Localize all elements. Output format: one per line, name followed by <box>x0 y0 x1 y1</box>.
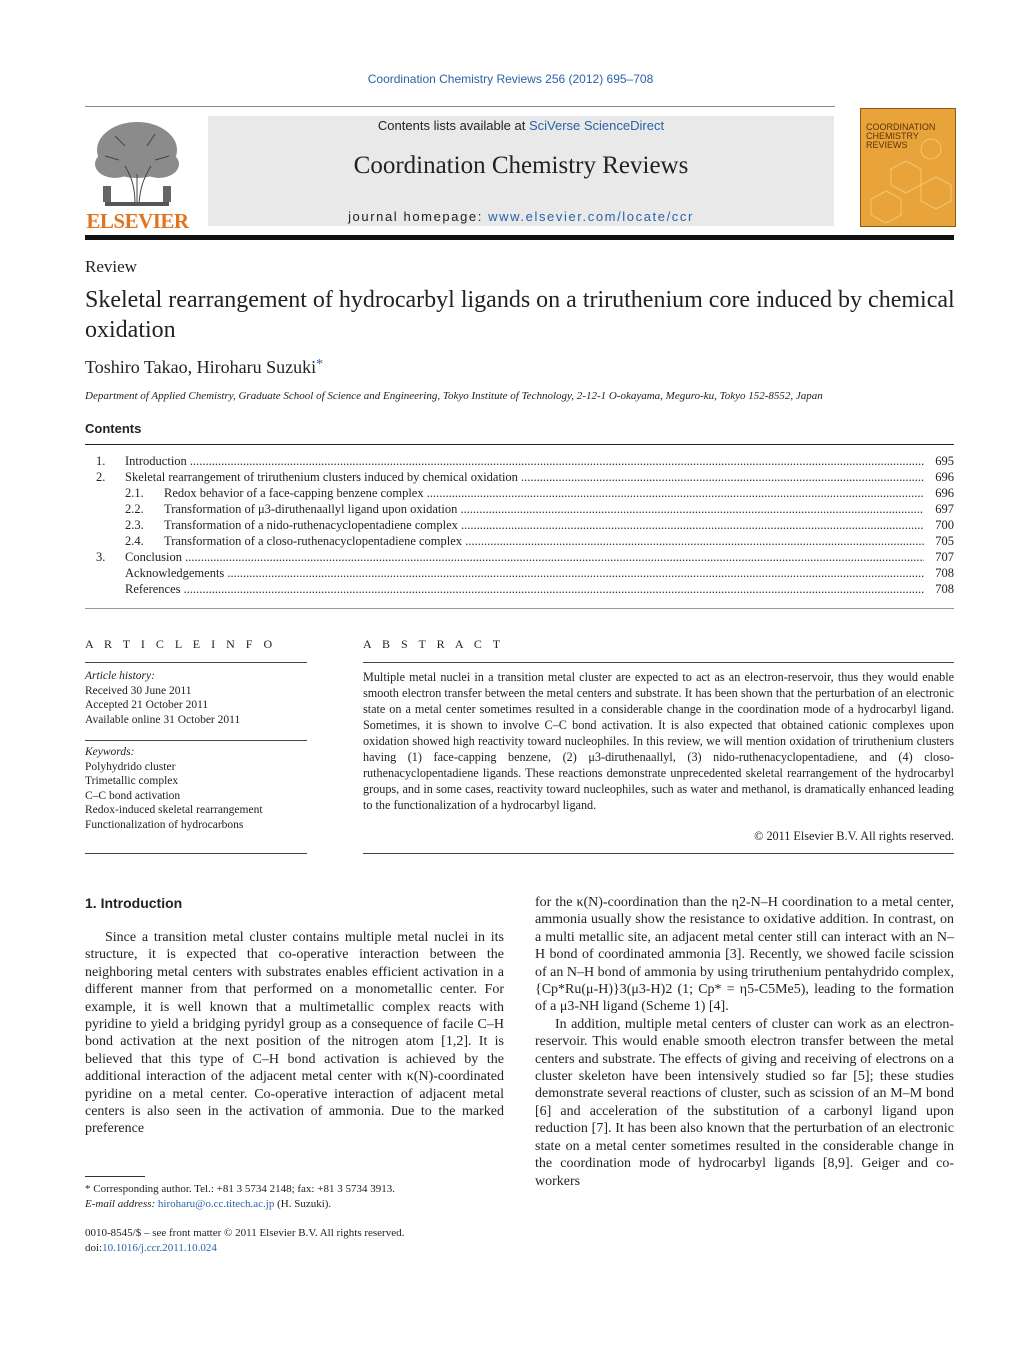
toc-row[interactable] <box>85 533 954 549</box>
footnote-rule <box>85 1176 145 1177</box>
article-history <box>85 669 240 727</box>
header-thick-rule <box>85 235 954 240</box>
email-suffix: (H. Suzuki). <box>274 1197 332 1210</box>
toc-page-number: 707 <box>935 550 954 564</box>
keywords-block <box>85 745 263 832</box>
keyword-item: Redox-induced skeletal rearrangement <box>85 804 263 816</box>
doi-prefix: doi: <box>85 1241 103 1254</box>
journal-title: Coordination Chemistry Reviews <box>353 152 689 179</box>
authors-names: Toshiro Takao, Hiroharu Suzuki <box>85 357 317 377</box>
toc-label[interactable]: Transformation of a closo-ruthenacyclopentadiene complex ..... <box>164 533 924 549</box>
toc-row[interactable] <box>85 581 954 597</box>
issn-line: 0010-8545/$ – see front matter © 2011 Elsevier B.V. All rights reserved. <box>85 1227 405 1239</box>
intro-paragraph-continued: for the κ(N)-coordination than the η2-N–H coordination to a metal center, ammonia usually show the resistance to oxidative addition. In contrast, on a multi metallic site, an adjacent metal center still can interact with an N–H bond of coordinated ammonia [3]. Recently, we showed facile scission of an N–H bond of ammonia by using triruthenium pentahydrido complex, {Cp*Ru(μ-H)}3(μ3-H)2 (1; Cp* = η5-C5Me5), leading to the formation of a μ3-NH ligand (Scheme 1) [4]. <box>535 895 954 1015</box>
corresponding-author-mark[interactable]: * <box>316 357 324 372</box>
abstract-heading: A B S T R A C T <box>363 637 505 651</box>
keyword-item: Trimetallic complex <box>85 775 179 787</box>
issn-doi <box>85 1226 404 1255</box>
toc-row[interactable] <box>85 565 954 581</box>
contents-availability <box>208 118 834 133</box>
corresponding-author-note: * Corresponding author. Tel.: +81 3 5734 2148; fax: +81 3 5734 3913. <box>85 1183 395 1195</box>
toc-number: 2.4. <box>125 534 144 548</box>
toc-label[interactable]: Transformation of μ3-diruthenaallyl ligand upon oxidation ..... <box>164 501 924 517</box>
toc-label[interactable]: Conclusion ..... <box>125 549 924 565</box>
keyword-item: Polyhydrido cluster <box>85 760 176 773</box>
history-received: Received 30 June 2011 <box>85 684 192 697</box>
history-online: Available online 31 October 2011 <box>85 713 241 726</box>
author-list <box>85 357 323 378</box>
toc-label[interactable]: Acknowledgements ..... <box>125 565 924 581</box>
homepage-link[interactable]: www.elsevier.com/locate/ccr <box>488 209 694 224</box>
email-line <box>85 1197 395 1212</box>
toc-number: 2.3. <box>125 518 144 532</box>
article-title: Skeletal rearrangement of hydrocarbyl ligands on a triruthenium core induced by chemical oxidation <box>85 287 955 343</box>
section-divider <box>85 608 954 609</box>
footnote <box>85 1182 395 1211</box>
article-type: Review <box>85 257 137 276</box>
toc-page-number: 695 <box>935 454 954 468</box>
keywords-label: Keywords: <box>85 746 135 758</box>
abstract-rule-top <box>363 662 954 663</box>
body-column-left <box>85 929 504 1138</box>
toc-label[interactable]: Skeletal rearrangement of triruthenium clusters induced by chemical oxidation ..... <box>125 469 924 485</box>
toc-page-number: 696 <box>935 486 954 500</box>
toc-label[interactable]: References ..... <box>125 581 924 597</box>
author-affiliation: Department of Applied Chemistry, Graduate School of Science and Engineering, Tokyo Institute of Technology, 2-12-1 O-okayama, Meguro-ku, Tokyo 152-8552, Japan <box>85 390 823 402</box>
toc-row[interactable] <box>85 469 954 485</box>
keyword-item: Functionalization of hydrocarbons <box>85 818 244 831</box>
article-info-rule-top <box>85 662 307 663</box>
toc-number: 2.2. <box>125 502 144 516</box>
article-info-rule-bottom <box>85 853 307 854</box>
intro-paragraph-1: Since a transition metal cluster contains multiple metal nuclei in its structure, it is expected that co-operative interaction between the neighboring metal centers with substrates enables efficient activation in a different manner from that performed on a monometallic center. For example, it is well known that a multimetallic complex reacts with pyridine to yield a bridging pyridyl group as a consequence of facile C–H bond activation at the next position of the nitrogen atom [1,2]. It is believed that this type of C–H bond activation is achieved by the additional interaction of the adjacent metal center with κ(N)-coordinated pyridine on a metal center. Co-operative interaction of adjacent metal centers is also seen in the activation of ammonia. Due to the marked preference <box>85 930 504 1137</box>
doi-link[interactable]: 10.1016/j.ccr.2011.10.024 <box>102 1241 217 1254</box>
abstract-copyright: © 2011 Elsevier B.V. All rights reserved. <box>754 829 954 843</box>
toc-row[interactable] <box>85 485 954 501</box>
abstract-text: Multiple metal nuclei in a transition metal cluster are expected to act as an electron-reservoir, thus they would enable smooth electron transfer between the metal centers and substrate. It has been shown that the perturbation of an electronic state on a metal center sometimes resulted in a considerable change in the coordination mode of a hydrocarbyl ligand. Sometimes, it is shown to involve C–C bond activation. It is also expected that obtained cationic complexes upon oxidation showed high reactivity toward nucleophiles. In this review, we will mention oxidation of triruthenium clusters having (1) face-capping benzene, (2) μ3-diruthenaallyl, (3) nido-ruthenacyclopentadiene, and (4) closo-ruthenacyclopentadiene ligands. These reactions demonstrate unprecedented skeletal rearrangement of the hydrocarbyl groups, and in some cases, reactivity toward nucleophiles, such as water and methanol, is dramatically enhanced leading to the functionalization of a hydrocarbyl ligand. <box>363 670 954 812</box>
toc-page-number: 696 <box>935 470 954 484</box>
history-accepted: Accepted 21 October 2011 <box>85 699 209 711</box>
sciencedirect-link[interactable]: SciVerse ScienceDirect <box>528 118 665 133</box>
email-label: E-mail address: <box>85 1197 158 1210</box>
email-link[interactable]: hiroharu@o.cc.titech.ac.jp <box>157 1197 275 1210</box>
article-info-rule-mid <box>85 740 307 741</box>
doi-line <box>85 1241 404 1256</box>
article-info-heading: A R T I C L E I N F O <box>85 637 277 651</box>
contents-rule <box>85 444 954 445</box>
cover-title: COORDINATION CHEMISTRY REVIEWS <box>866 122 936 150</box>
toc-row[interactable] <box>85 501 954 517</box>
homepage-prefix: journal homepage: <box>348 209 489 224</box>
toc-row[interactable] <box>85 453 954 469</box>
toc-label[interactable]: Introduction ..... <box>125 453 924 469</box>
elsevier-logo-text: ELSEVIER <box>86 209 189 233</box>
toc-label[interactable]: Redox behavior of a face-capping benzene complex ..... <box>164 485 924 501</box>
toc-row[interactable] <box>85 549 954 565</box>
toc-page-number: 705 <box>935 534 954 548</box>
header-divider <box>85 106 835 107</box>
toc-row[interactable] <box>85 517 954 533</box>
intro-paragraph-2: In addition, multiple metal centers of cluster can work as an electron-reservoir. This would enable smooth electron transfer between the metal centers and substrate. The effects of giving and receiving of electrons on a cluster skeleton have been intensively studied so far [5]; these studies demonstrate several reactions of cluster, such as scission of an M–M bond [6] and acceleration of the substitution of a carbonyl ligand upon reduction [7]. It has been also known that the perturbation of an electronic state on a metal center sometimes resulted in the considerable change in the coordination mode of hydrocarbyl ligands [8,9]. Geiger and co-workers <box>535 1016 954 1189</box>
introduction-heading: 1. Introduction <box>85 895 183 911</box>
toc-label[interactable]: Transformation of a nido-ruthenacyclopentadiene complex ..... <box>164 517 924 533</box>
journal-cover-image[interactable] <box>860 108 956 227</box>
toc-page-number: 700 <box>935 518 954 532</box>
toc-number: 2. <box>96 470 106 484</box>
toc-page-number: 708 <box>935 582 954 596</box>
body-column-right <box>535 894 954 1190</box>
toc-number: 1. <box>96 454 106 468</box>
keyword-item: C–C bond activation <box>85 789 181 802</box>
toc-number: 3. <box>96 550 106 564</box>
contents-prefix: Contents lists available at <box>377 118 529 133</box>
journal-citation[interactable]: Coordination Chemistry Reviews 256 (2012) 695–708 <box>367 72 654 86</box>
toc-page-number: 697 <box>935 502 954 516</box>
toc-number: 2.1. <box>125 486 144 500</box>
journal-homepage <box>208 209 834 224</box>
contents-heading: Contents <box>85 421 142 436</box>
history-label: Article history: <box>85 670 155 682</box>
journal-banner <box>208 116 834 226</box>
abstract-rule-bottom <box>363 853 954 854</box>
toc-page-number: 708 <box>935 566 954 580</box>
